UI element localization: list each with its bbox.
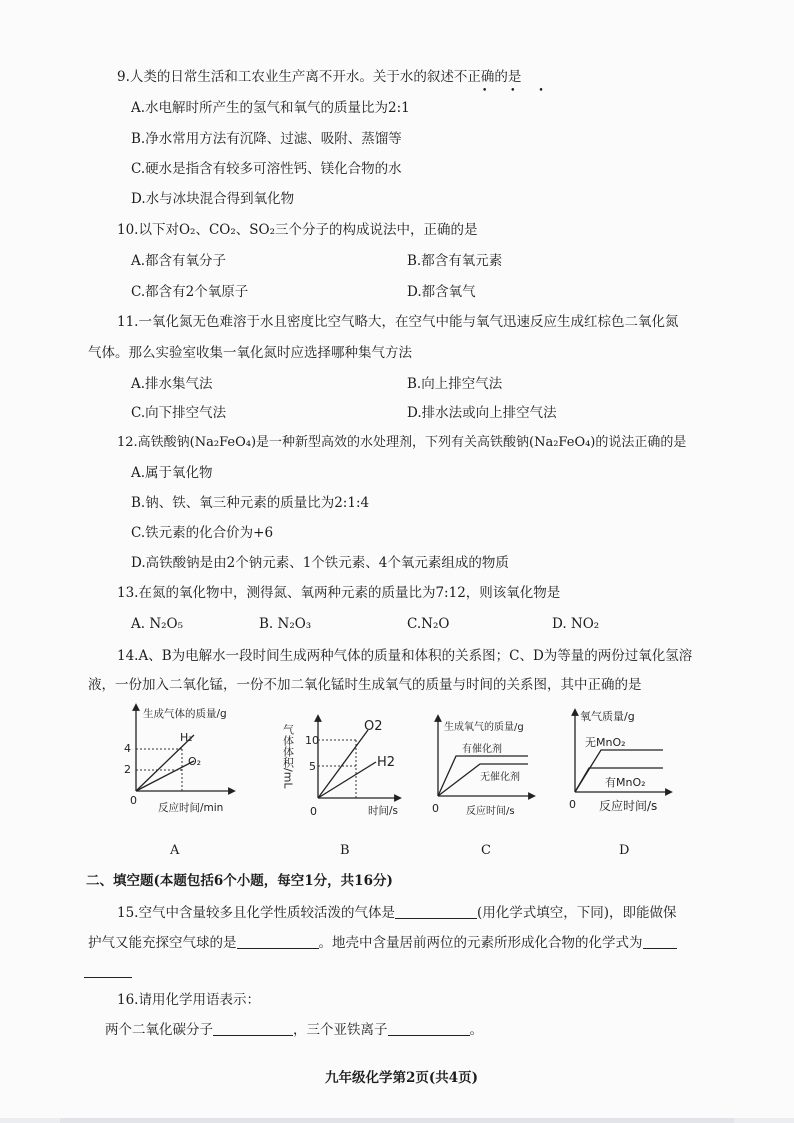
- graph-d-line-mno2: 有MnO₂: [605, 776, 646, 789]
- question-13-option-c: C.N₂O: [407, 616, 450, 632]
- question-13-option-d: D. NO₂: [552, 616, 600, 632]
- question-11-stem-line2: 气体。那么实验室收集一氧化氮时应选择哪种集气方法: [88, 345, 412, 361]
- graph-b-origin: 0: [310, 805, 317, 818]
- question-11-option-c: C.向下排空气法: [131, 405, 227, 421]
- graph-a-tick-2: 2: [124, 763, 131, 776]
- graph-d-caption: D: [619, 843, 630, 858]
- question-12-option-c: C.铁元素的化合价为+6: [131, 525, 274, 541]
- graph-c-line-no-catalyst: 无催化剂: [480, 772, 520, 783]
- graph-d-ylabel: 氧气质量/g: [580, 710, 635, 723]
- question-15-line3: [84, 963, 132, 981]
- question-12-option-d: D.高铁酸钠是由2个钠元素、1个铁元素、4个氧元素组成的物质: [131, 555, 509, 571]
- graph-d: [565, 708, 695, 820]
- question-10-option-b: B.都含有氧元素: [407, 253, 503, 269]
- question-10-stem: 10.以下对O₂、CO₂、SO₂三个分子的构成说法中，正确的是: [117, 222, 478, 238]
- graph-d-xlabel: 反应时间/s: [599, 799, 658, 813]
- question-12-stem: 12.高铁酸钠(Na₂FeO₄)是一种新型高效的水处理剂，下列有关高铁酸钠(Na₂FeO₄)的说法正确的是: [117, 435, 687, 450]
- question-16-line: 两个二氧化碳分子 ，三个亚铁离子 。: [105, 1022, 483, 1038]
- graph-b-xlabel: 时间/s: [368, 805, 399, 817]
- graph-c-xlabel: 反应时间/s: [466, 806, 515, 817]
- graph-d-origin: 0: [569, 798, 576, 811]
- answer-blank-3[interactable]: [643, 934, 677, 949]
- graph-b-tick-5: 5: [309, 760, 316, 773]
- graph-b: [280, 712, 420, 822]
- answer-blank-2[interactable]: [237, 934, 319, 949]
- question-11-stem-line1: 11.一氧化氮无色难溶于水且密度比空气略大，在空气中能与氧气迅速反应生成红棕色二氧化氮: [117, 314, 679, 330]
- question-15-line2: 护气又能充探空气球的是 。地壳中含量居前两位的元素所形成化合物的化学式为: [88, 934, 677, 952]
- graph-a-origin: 0: [130, 794, 137, 807]
- answer-blank-3-cont[interactable]: [84, 963, 132, 978]
- graph-a-tick-4: 4: [124, 742, 131, 755]
- question-9-option-d: D.水与冰块混合得到氧化物: [131, 191, 295, 207]
- question-11-option-b: B.向上排空气法: [407, 376, 503, 392]
- graph-a-caption: A: [170, 843, 180, 858]
- question-14-stem-line1: 14.A、B为电解水一段时间生成两种气体的质量和体积的关系图；C、D为等量的两份过氧化氢溶: [117, 648, 693, 664]
- answer-blank-5[interactable]: [388, 1021, 470, 1036]
- emphasis-dots: • • •: [482, 86, 554, 96]
- page-footer: 九年级化学第2页(共4页): [325, 1070, 479, 1086]
- question-12-option-b: B.钠、铁、氧三种元素的质量比为2:1:4: [131, 495, 370, 511]
- answer-blank-1[interactable]: [395, 904, 477, 919]
- question-9-option-b: B.净水常用方法有沉降、过滤、吸附、蒸馏等: [131, 131, 402, 147]
- question-13-stem: 13.在氮的氧化物中，测得氮、氧两种元素的质量比为7:12，则该氧化物是: [117, 585, 561, 601]
- question-16-stem: 16.请用化学用语表示：: [117, 992, 260, 1008]
- graph-b-tick-10: 10: [305, 734, 319, 747]
- question-13-option-b: B. N₂O₃: [259, 616, 312, 632]
- graph-c-caption: C: [481, 843, 491, 858]
- graph-d-line-no-mno2: 无MnO₂: [585, 736, 626, 749]
- graph-c-line-catalyst: 有催化剂: [462, 744, 502, 755]
- graph-a-line-o2: O₂: [188, 755, 202, 768]
- graph-a: [110, 703, 270, 825]
- graph-c: [428, 714, 556, 826]
- question-11-option-d: D.排水法或向上排空气法: [407, 405, 557, 421]
- question-14-stem-line2: 液，一份加入二氧化锰，一份不加二氧化锰时生成氧气的质量与时间的关系图，其中正确的是: [88, 677, 642, 693]
- graph-c-ylabel: 生成氧气的质量/g: [444, 722, 524, 733]
- page-bottom-edge: [60, 1118, 734, 1123]
- graph-a-line-h2: H₂: [180, 731, 193, 744]
- graph-b-line-h2: H2: [377, 755, 396, 770]
- graph-b-ylabel: 气体体积/mL: [281, 724, 295, 789]
- question-9-option-c: C.硬水是指含有较多可溶性钙、镁化合物的水: [131, 161, 402, 177]
- section-2-title: 二、填空题(本题包括6个小题，每空1分，共16分): [86, 873, 393, 889]
- question-9-option-a: A.水电解时所产生的氢气和氧气的质量比为2:1: [131, 100, 410, 116]
- question-12-option-a: A.属于氧化物: [131, 465, 213, 481]
- graph-a-ylabel: 生成气体的质量/g: [143, 708, 227, 720]
- question-10-option-a: A.都含有氧分子: [131, 253, 227, 269]
- graph-a-xlabel: 反应时间/min: [158, 802, 224, 814]
- graph-b-caption: B: [340, 843, 350, 858]
- graph-c-origin: 0: [432, 802, 439, 815]
- question-9-stem: 9.人类的日常生活和工农业生产离不开水。关于水的叙述不正确的是: [117, 69, 522, 85]
- question-11-option-a: A.排水集气法: [131, 376, 213, 392]
- answer-blank-4[interactable]: [213, 1021, 293, 1036]
- question-10-option-d: D.都含氧气: [407, 284, 476, 300]
- question-10-option-c: C.都含有2个氧原子: [131, 284, 249, 300]
- question-15-line1: 15.空气中含量较多且化学性质较活泼的气体是 (用化学式填空，下同)，即能做保: [117, 905, 677, 921]
- question-13-option-a: A. N₂O₅: [131, 616, 184, 632]
- graph-b-line-o2: O2: [364, 719, 383, 734]
